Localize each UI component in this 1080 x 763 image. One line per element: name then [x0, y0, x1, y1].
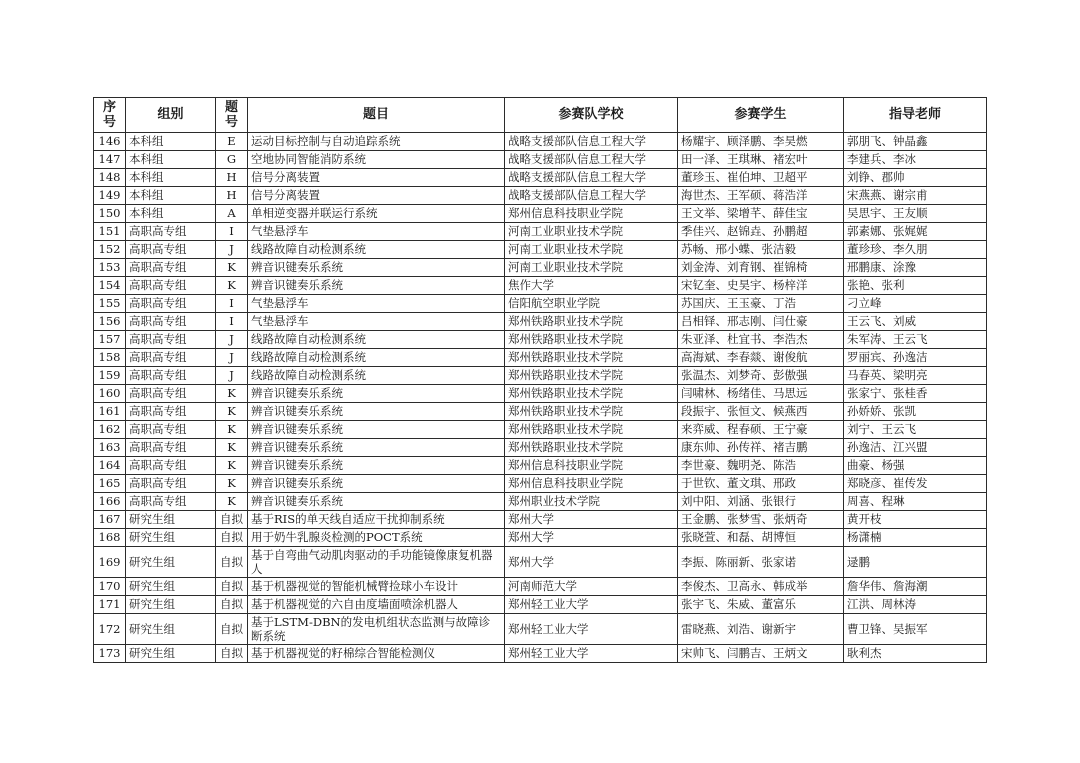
- cell-school: 郑州信息科技职业学院: [505, 457, 678, 475]
- table-row: [94, 187, 987, 205]
- results-table: [93, 97, 987, 663]
- cell-title: 气垫悬浮车: [248, 295, 505, 313]
- cell-group: 研究生组: [126, 614, 216, 645]
- cell-group: 高职高专组: [126, 349, 216, 367]
- cell-title: 空地协同智能消防系统: [248, 151, 505, 169]
- cell-students: 段振宇、张恒文、候燕西: [678, 403, 844, 421]
- cell-school: 郑州大学: [505, 547, 678, 578]
- cell-group: 研究生组: [126, 596, 216, 614]
- cell-topic-no: K: [216, 493, 248, 511]
- header-students: 参赛学生: [678, 98, 844, 133]
- cell-teacher: 杨潇楠: [844, 529, 987, 547]
- cell-students: 闫啸林、杨绪佳、马思远: [678, 385, 844, 403]
- cell-title: 辨音识键奏乐系统: [248, 493, 505, 511]
- cell-teacher: 逯鹏: [844, 547, 987, 578]
- cell-teacher: 郭素娜、张娓娓: [844, 223, 987, 241]
- cell-students: 杨耀宇、顾泽鹏、李昊燃: [678, 133, 844, 151]
- cell-title: 辨音识键奏乐系统: [248, 259, 505, 277]
- cell-title: 气垫悬浮车: [248, 313, 505, 331]
- cell-title: 信号分离装置: [248, 169, 505, 187]
- cell-school: 战略支援部队信息工程大学: [505, 169, 678, 187]
- table-row: [94, 511, 987, 529]
- cell-title: 基于机器视觉的智能机械臂捡球小车设计: [248, 578, 505, 596]
- cell-school: 郑州大学: [505, 511, 678, 529]
- cell-group: 本科组: [126, 151, 216, 169]
- table-row: [94, 421, 987, 439]
- cell-teacher: 郑晓彦、崔传发: [844, 475, 987, 493]
- table-row: [94, 403, 987, 421]
- table-row: [94, 295, 987, 313]
- table-row: [94, 578, 987, 596]
- cell-students: 季佳兴、赵锦垚、孙鹏超: [678, 223, 844, 241]
- cell-no: 154: [94, 277, 126, 295]
- table-row: [94, 241, 987, 259]
- cell-teacher: 朱军涛、王云飞: [844, 331, 987, 349]
- cell-title: 辨音识键奏乐系统: [248, 457, 505, 475]
- cell-teacher: 刘宁、王云飞: [844, 421, 987, 439]
- cell-no: 166: [94, 493, 126, 511]
- table-row: [94, 457, 987, 475]
- cell-students: 高海斌、李春燚、谢俊航: [678, 349, 844, 367]
- cell-group: 本科组: [126, 169, 216, 187]
- table-row: [94, 151, 987, 169]
- cell-title: 线路故障自动检测系统: [248, 349, 505, 367]
- cell-teacher: 黄开枝: [844, 511, 987, 529]
- cell-students: 雷晓燕、刘浩、谢新宇: [678, 614, 844, 645]
- cell-students: 海世杰、王军硕、蒋浩洋: [678, 187, 844, 205]
- cell-group: 高职高专组: [126, 439, 216, 457]
- cell-school: 战略支援部队信息工程大学: [505, 187, 678, 205]
- cell-topic-no: K: [216, 457, 248, 475]
- cell-no: 158: [94, 349, 126, 367]
- cell-no: 161: [94, 403, 126, 421]
- table-row: [94, 547, 987, 578]
- table-row: [94, 205, 987, 223]
- cell-teacher: 宋燕燕、谢宗甫: [844, 187, 987, 205]
- header-teacher: 指导老师: [844, 98, 987, 133]
- cell-no: 151: [94, 223, 126, 241]
- cell-school: 郑州铁路职业技术学院: [505, 403, 678, 421]
- cell-teacher: 江洪、周林涛: [844, 596, 987, 614]
- cell-group: 高职高专组: [126, 331, 216, 349]
- table-row: [94, 493, 987, 511]
- cell-no: 167: [94, 511, 126, 529]
- cell-school: 郑州铁路职业技术学院: [505, 421, 678, 439]
- table-row: [94, 331, 987, 349]
- cell-teacher: 周喜、程琳: [844, 493, 987, 511]
- cell-students: 王文举、梁增芊、薛佳宝: [678, 205, 844, 223]
- cell-school: 河南师范大学: [505, 578, 678, 596]
- cell-title: 辨音识键奏乐系统: [248, 403, 505, 421]
- cell-title: 基于RIS的单天线自适应干扰抑制系统: [248, 511, 505, 529]
- cell-group: 高职高专组: [126, 421, 216, 439]
- cell-school: 郑州铁路职业技术学院: [505, 439, 678, 457]
- cell-students: 宋钇奎、史昊宇、杨梓洋: [678, 277, 844, 295]
- cell-title: 线路故障自动检测系统: [248, 331, 505, 349]
- cell-title: 用于奶牛乳腺炎检测的POCT系统: [248, 529, 505, 547]
- cell-school: 郑州轻工业大学: [505, 645, 678, 663]
- cell-title: 运动目标控制与自动追踪系统: [248, 133, 505, 151]
- cell-no: 147: [94, 151, 126, 169]
- cell-teacher: 王云飞、刘威: [844, 313, 987, 331]
- cell-topic-no: H: [216, 169, 248, 187]
- cell-topic-no: J: [216, 349, 248, 367]
- header-school: 参赛队学校: [505, 98, 678, 133]
- cell-school: 郑州铁路职业技术学院: [505, 331, 678, 349]
- cell-topic-no: 自拟: [216, 578, 248, 596]
- cell-no: 155: [94, 295, 126, 313]
- cell-title: 线路故障自动检测系统: [248, 367, 505, 385]
- cell-students: 于世钦、董文琪、邢政: [678, 475, 844, 493]
- cell-teacher: 孙逸洁、江兴盟: [844, 439, 987, 457]
- cell-students: 张温杰、刘梦奇、彭傲强: [678, 367, 844, 385]
- cell-teacher: 詹华伟、詹海潮: [844, 578, 987, 596]
- cell-group: 本科组: [126, 133, 216, 151]
- cell-school: 河南工业职业技术学院: [505, 241, 678, 259]
- table-row: [94, 529, 987, 547]
- cell-teacher: 曹卫锋、吴振军: [844, 614, 987, 645]
- header-topic-no: 题号: [216, 98, 248, 133]
- cell-title: 基于自弯曲气动肌肉驱动的手功能镜像康复机器人: [248, 547, 505, 578]
- table-row: [94, 645, 987, 663]
- cell-title: 辨音识键奏乐系统: [248, 277, 505, 295]
- cell-title: 辨音识键奏乐系统: [248, 385, 505, 403]
- cell-no: 172: [94, 614, 126, 645]
- cell-teacher: 邢鹏康、涂豫: [844, 259, 987, 277]
- cell-group: 高职高专组: [126, 493, 216, 511]
- cell-students: 李世豪、魏明尧、陈浩: [678, 457, 844, 475]
- cell-topic-no: I: [216, 313, 248, 331]
- table-row: [94, 223, 987, 241]
- table-row: [94, 614, 987, 645]
- cell-students: 吕相铎、邢志刚、闫仕豪: [678, 313, 844, 331]
- table-row: [94, 439, 987, 457]
- cell-school: 郑州铁路职业技术学院: [505, 367, 678, 385]
- cell-school: 郑州铁路职业技术学院: [505, 349, 678, 367]
- cell-group: 高职高专组: [126, 475, 216, 493]
- table-row: [94, 367, 987, 385]
- cell-topic-no: I: [216, 223, 248, 241]
- results-document: [93, 97, 986, 663]
- cell-students: 田一泽、王琪琳、褚宏叶: [678, 151, 844, 169]
- cell-topic-no: K: [216, 403, 248, 421]
- cell-teacher: 孙娇娇、张凯: [844, 403, 987, 421]
- cell-teacher: 郭朋飞、钟晶鑫: [844, 133, 987, 151]
- table-row: [94, 277, 987, 295]
- cell-title: 气垫悬浮车: [248, 223, 505, 241]
- cell-school: 郑州职业技术学院: [505, 493, 678, 511]
- cell-topic-no: K: [216, 259, 248, 277]
- cell-no: 153: [94, 259, 126, 277]
- table-row: [94, 385, 987, 403]
- cell-topic-no: J: [216, 331, 248, 349]
- cell-students: 王金鹏、张梦雪、张炳奇: [678, 511, 844, 529]
- table-body: [94, 133, 987, 663]
- cell-no: 164: [94, 457, 126, 475]
- cell-topic-no: 自拟: [216, 645, 248, 663]
- cell-title: 基于机器视觉的六自由度墙面喷涂机器人: [248, 596, 505, 614]
- cell-students: 刘中阳、刘涵、张银行: [678, 493, 844, 511]
- cell-school: 郑州信息科技职业学院: [505, 475, 678, 493]
- cell-students: 李振、陈丽新、张家诺: [678, 547, 844, 578]
- cell-school: 郑州轻工业大学: [505, 614, 678, 645]
- table-header-row: [94, 98, 987, 133]
- cell-group: 高职高专组: [126, 367, 216, 385]
- cell-topic-no: K: [216, 439, 248, 457]
- cell-school: 郑州轻工业大学: [505, 596, 678, 614]
- cell-teacher: 张艳、张利: [844, 277, 987, 295]
- cell-no: 165: [94, 475, 126, 493]
- cell-no: 149: [94, 187, 126, 205]
- cell-group: 研究生组: [126, 529, 216, 547]
- cell-topic-no: H: [216, 187, 248, 205]
- cell-group: 高职高专组: [126, 457, 216, 475]
- cell-topic-no: 自拟: [216, 529, 248, 547]
- cell-students: 来弈威、程春硕、王宁豪: [678, 421, 844, 439]
- cell-teacher: 李建兵、李冰: [844, 151, 987, 169]
- cell-students: 宋帅飞、闫鹏吉、王炳文: [678, 645, 844, 663]
- cell-students: 刘金涛、刘育钢、崔锦椅: [678, 259, 844, 277]
- cell-group: 高职高专组: [126, 277, 216, 295]
- cell-students: 康东帅、孙传祥、褚吉鹏: [678, 439, 844, 457]
- header-group: 组别: [126, 98, 216, 133]
- cell-students: 朱亚泽、杜宜书、李浩杰: [678, 331, 844, 349]
- cell-no: 150: [94, 205, 126, 223]
- cell-teacher: 董珍珍、李久朋: [844, 241, 987, 259]
- cell-teacher: 马春英、梁明亮: [844, 367, 987, 385]
- cell-group: 高职高专组: [126, 313, 216, 331]
- cell-group: 高职高专组: [126, 295, 216, 313]
- cell-no: 156: [94, 313, 126, 331]
- cell-no: 152: [94, 241, 126, 259]
- cell-school: 战略支援部队信息工程大学: [505, 151, 678, 169]
- cell-no: 169: [94, 547, 126, 578]
- cell-topic-no: 自拟: [216, 596, 248, 614]
- cell-topic-no: 自拟: [216, 614, 248, 645]
- cell-title: 单相逆变器并联运行系统: [248, 205, 505, 223]
- table-row: [94, 259, 987, 277]
- cell-group: 高职高专组: [126, 403, 216, 421]
- cell-no: 171: [94, 596, 126, 614]
- cell-school: 河南工业职业技术学院: [505, 259, 678, 277]
- cell-topic-no: G: [216, 151, 248, 169]
- cell-topic-no: K: [216, 475, 248, 493]
- cell-topic-no: J: [216, 241, 248, 259]
- cell-topic-no: K: [216, 277, 248, 295]
- cell-school: 信阳航空职业学院: [505, 295, 678, 313]
- cell-no: 160: [94, 385, 126, 403]
- cell-title: 辨音识键奏乐系统: [248, 439, 505, 457]
- cell-topic-no: 自拟: [216, 511, 248, 529]
- table-row: [94, 596, 987, 614]
- table-row: [94, 169, 987, 187]
- cell-group: 本科组: [126, 187, 216, 205]
- cell-school: 郑州铁路职业技术学院: [505, 313, 678, 331]
- cell-group: 高职高专组: [126, 385, 216, 403]
- cell-no: 170: [94, 578, 126, 596]
- table-row: [94, 313, 987, 331]
- cell-no: 173: [94, 645, 126, 663]
- cell-teacher: 刘铮、郡帅: [844, 169, 987, 187]
- cell-group: 高职高专组: [126, 241, 216, 259]
- cell-teacher: 刁立峰: [844, 295, 987, 313]
- cell-teacher: 曲豪、杨强: [844, 457, 987, 475]
- cell-no: 146: [94, 133, 126, 151]
- cell-teacher: 张家宁、张桂香: [844, 385, 987, 403]
- cell-students: 李俊杰、卫高永、韩成举: [678, 578, 844, 596]
- cell-topic-no: A: [216, 205, 248, 223]
- cell-teacher: 吴思宇、王友顺: [844, 205, 987, 223]
- cell-no: 162: [94, 421, 126, 439]
- cell-group: 高职高专组: [126, 259, 216, 277]
- cell-school: 郑州铁路职业技术学院: [505, 385, 678, 403]
- cell-topic-no: I: [216, 295, 248, 313]
- cell-students: 张晓萱、和磊、胡博恒: [678, 529, 844, 547]
- cell-school: 河南工业职业技术学院: [505, 223, 678, 241]
- table-row: [94, 349, 987, 367]
- cell-teacher: 耿利杰: [844, 645, 987, 663]
- cell-topic-no: 自拟: [216, 547, 248, 578]
- cell-students: 董珍玉、崔伯坤、卫超平: [678, 169, 844, 187]
- cell-students: 张宇飞、朱威、董富乐: [678, 596, 844, 614]
- cell-topic-no: K: [216, 421, 248, 439]
- header-title: 题目: [248, 98, 505, 133]
- cell-teacher: 罗丽宾、孙逸洁: [844, 349, 987, 367]
- cell-school: 战略支援部队信息工程大学: [505, 133, 678, 151]
- table-row: [94, 475, 987, 493]
- cell-title: 辨音识键奏乐系统: [248, 475, 505, 493]
- cell-school: 郑州大学: [505, 529, 678, 547]
- cell-students: 苏国庆、王玉豪、丁浩: [678, 295, 844, 313]
- cell-no: 157: [94, 331, 126, 349]
- cell-group: 研究生组: [126, 511, 216, 529]
- cell-topic-no: E: [216, 133, 248, 151]
- cell-group: 本科组: [126, 205, 216, 223]
- cell-topic-no: K: [216, 385, 248, 403]
- cell-group: 研究生组: [126, 645, 216, 663]
- cell-school: 郑州信息科技职业学院: [505, 205, 678, 223]
- header-no: 序号: [94, 98, 126, 133]
- cell-group: 高职高专组: [126, 223, 216, 241]
- cell-title: 线路故障自动检测系统: [248, 241, 505, 259]
- cell-school: 焦作大学: [505, 277, 678, 295]
- cell-topic-no: J: [216, 367, 248, 385]
- table-row: [94, 133, 987, 151]
- cell-no: 163: [94, 439, 126, 457]
- cell-students: 苏畅、邢小蝶、张洁毅: [678, 241, 844, 259]
- cell-title: 辨音识键奏乐系统: [248, 421, 505, 439]
- cell-group: 研究生组: [126, 547, 216, 578]
- cell-group: 研究生组: [126, 578, 216, 596]
- cell-title: 信号分离装置: [248, 187, 505, 205]
- cell-title: 基于LSTM-DBN的发电机组状态监测与故障诊断系统: [248, 614, 505, 645]
- cell-no: 168: [94, 529, 126, 547]
- cell-no: 159: [94, 367, 126, 385]
- cell-no: 148: [94, 169, 126, 187]
- cell-title: 基于机器视觉的籽棉综合智能检测仪: [248, 645, 505, 663]
